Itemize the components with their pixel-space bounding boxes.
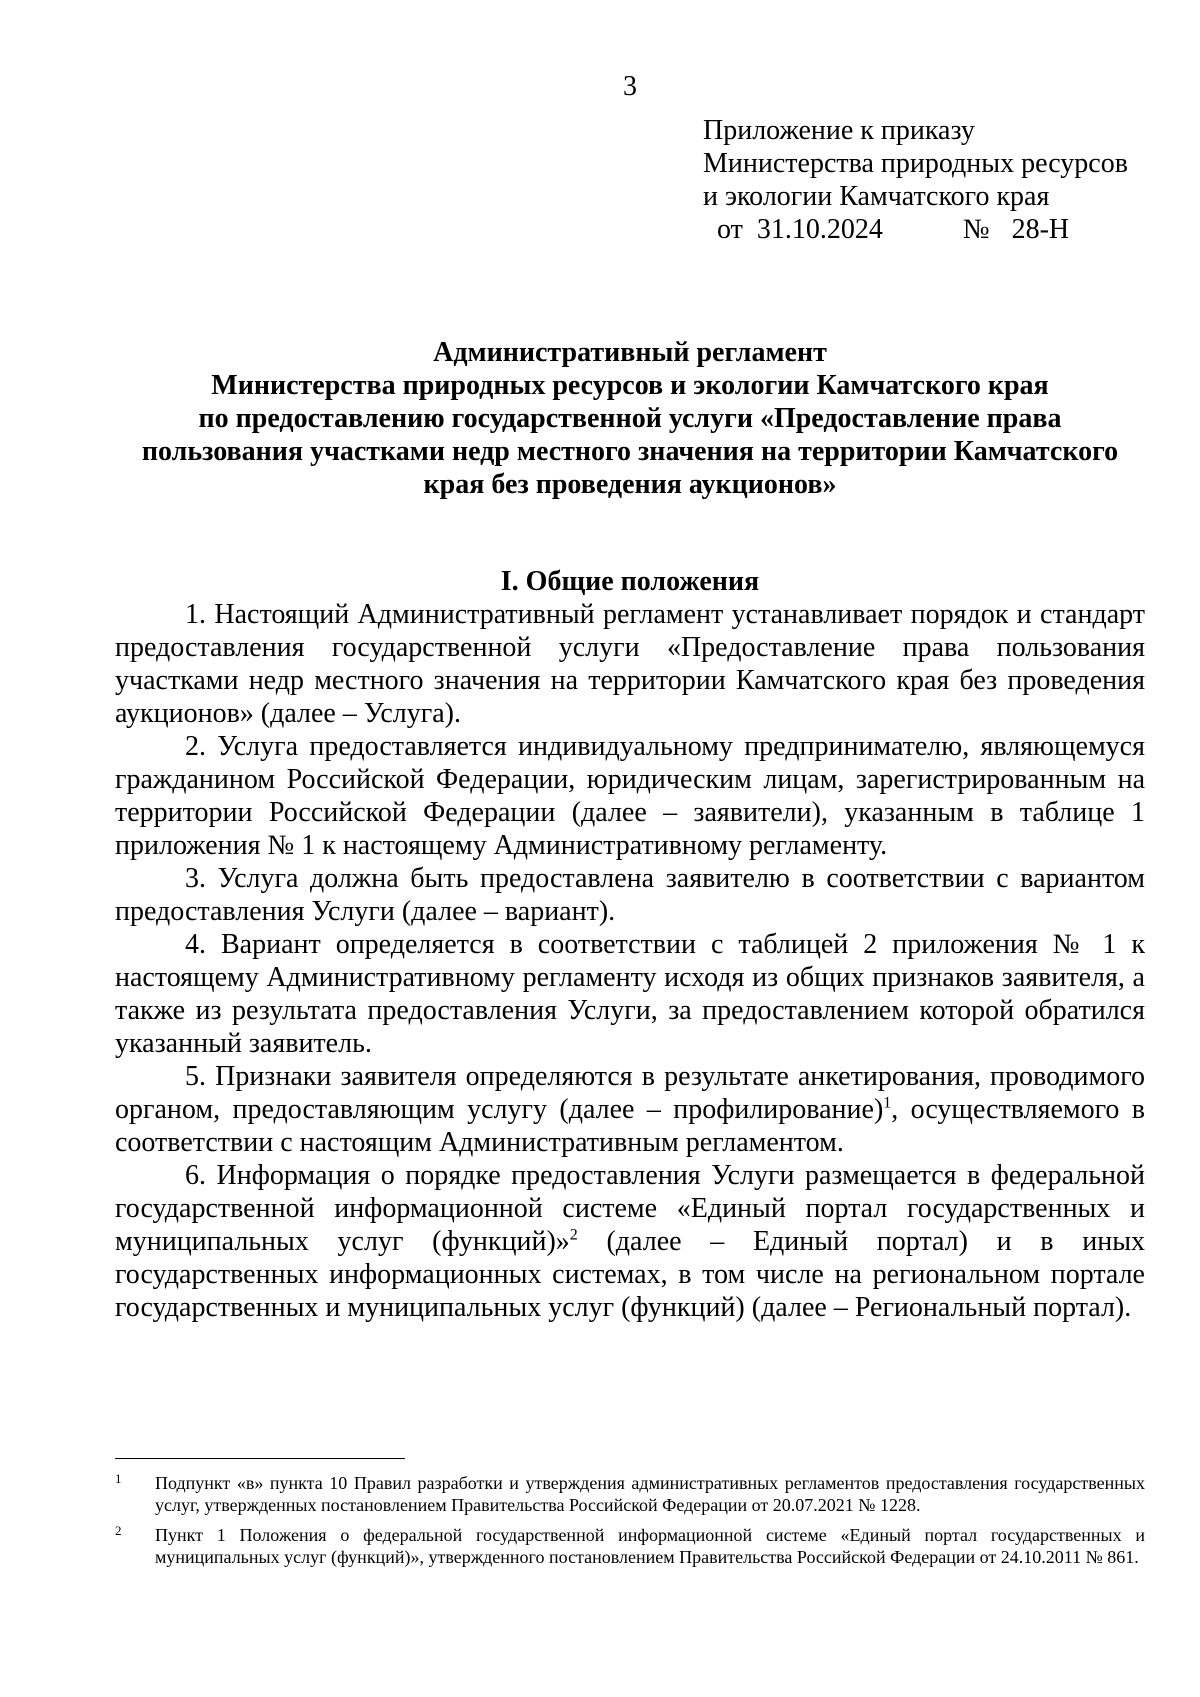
order-date-number (703, 213, 1128, 246)
title-line-2: Министерства природных ресурсов и экологии Камчатского края (211, 370, 1049, 401)
paragraph-1: 1. Настоящий Административный регламент устанавливает порядок и стандарт предоставления государственной услуги «Предоставление права пользования участками недр местного значения на территории Камчатского края без проведения аукционов» (далее – Услуга). (115, 599, 1145, 729)
order-number: 28-Н (1011, 214, 1070, 245)
title-line-5: края без проведения аукционов» (423, 469, 837, 500)
title-line-1: Административный регламент (433, 337, 827, 368)
paragraph-4: 4. Вариант определяется в соответствии с таблицей 2 приложения № 1 к настоящему Административному регламенту исходя из общих признаков заявителя, а также из результата предоставления Услуги, за предоставлением которой обратился указанный заявитель. (115, 929, 1145, 1059)
paragraph-6 (115, 1159, 1145, 1324)
page-number: 3 (623, 71, 637, 102)
approval-line-1: Приложение к приказу (703, 115, 975, 146)
approval-line-2: Министерства природных ресурсов (703, 148, 1128, 179)
order-date: 31.10.2024 (756, 214, 883, 245)
title-line-4: пользования участками недр местного значения на территории Камчатского (141, 436, 1119, 467)
paragraph-2: 2. Услуга предоставляется индивидуальному предпринимателю, являющемуся гражданином Российской Федерации, юридическим лицам, зарегистрированным на территории Российской Федерации (далее – заявители), указанным в таблице 1 приложения № 1 к настоящему Административному регламенту. (115, 731, 1145, 861)
date-prefix: от (717, 214, 743, 245)
footnote-separator (115, 1458, 405, 1459)
title-line-3: по предоставлению государственной услуги «Предоставление права (198, 403, 1062, 434)
paragraph-3: 3. Услуга должна быть предоставлена заявителю в соответствии с вариантом предоставления Услуги (далее – вариант). (115, 863, 1145, 927)
paragraph-5 (115, 1060, 1145, 1159)
number-prefix: № (962, 214, 990, 245)
footnote-mark-2: 2 (115, 1523, 122, 1538)
section-body (115, 598, 1145, 1324)
footnote-mark-1: 1 (115, 1471, 122, 1486)
footnote-text-2: Пункт 1 Положения о федеральной государственной информационной системе «Единый портал государственных и муниципальных услуг (функций)», утвержденного постановлением Правительства Российской Федерации от 24.10.2011 № 861. (155, 1525, 1145, 1567)
paragraph-5-text-a: 5. Признаки заявителя определяются в результате анкетирования, проводимого органом, предоставляющим услугу (далее – профилирование) (115, 1061, 1145, 1125)
footnote-ref-1[interactable]: 1 (883, 1094, 892, 1112)
section-heading: I. Общие положения (500, 566, 760, 597)
paragraph-6-text-a: 6. Информация о порядке предоставления Услуги размещается в федеральной государственной информационной системе «Единый портал государственных и муниципальных услуг (функций)» (115, 1160, 1145, 1257)
footnote-text-1: Подпункт «в» пункта 10 Правил разработки и утверждения административных регламентов предоставления государственных услуг, утвержденных постановлением Правительства Российской Федерации от 20.07.2021 № 1228. (155, 1473, 1145, 1515)
footnotes (115, 1472, 1145, 1576)
document-title (115, 336, 1145, 501)
paragraph-5-text-b: , осуществляемого в соответствии с настоящим Административным регламентом. (115, 1094, 1145, 1158)
footnote-1 (115, 1472, 1145, 1516)
approval-block (703, 114, 1128, 246)
footnote-2 (115, 1524, 1145, 1568)
paragraph-6-text-b: (далее – Единый портал) и в иных государственных информационных системах, в том числе на региональном портале государственных и муниципальных услуг (функций) (далее – Региональный портал). (115, 1226, 1146, 1323)
approval-line-3: и экологии Камчатского края (703, 181, 1050, 212)
footnote-ref-2[interactable]: 2 (569, 1226, 578, 1244)
